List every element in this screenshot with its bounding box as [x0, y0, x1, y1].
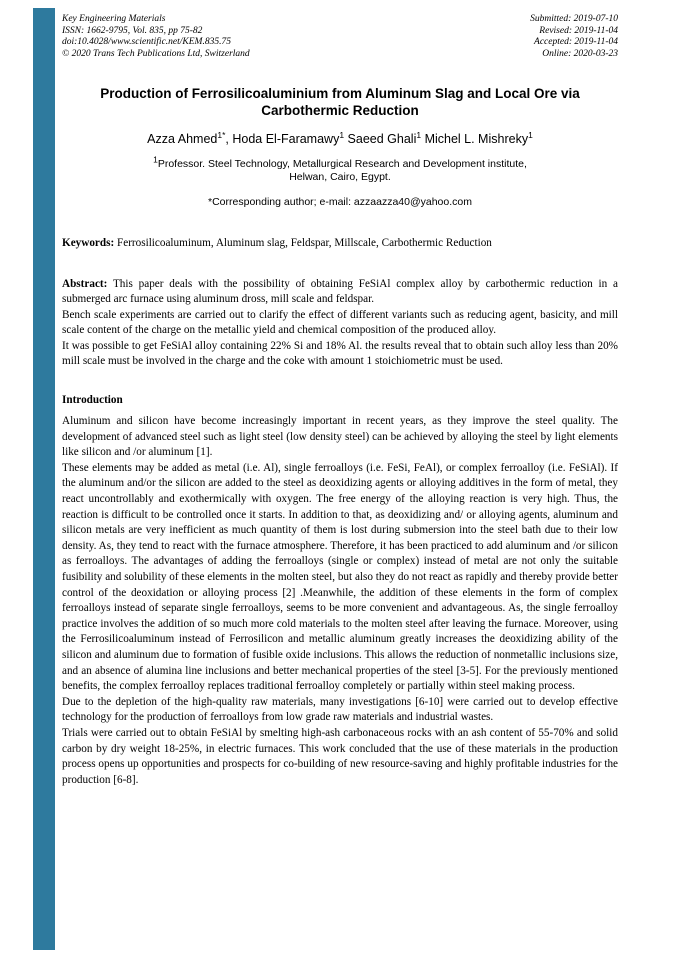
author-name: Azza Ahmed [147, 132, 218, 146]
author-affiliation-mark: 1 [339, 129, 345, 140]
keywords-line [62, 236, 618, 252]
paper-page [62, 14, 618, 788]
introduction-section [62, 393, 618, 788]
affiliation-mark: 1 [153, 154, 158, 165]
submitted-date: Submitted: 2019-07-10 [530, 14, 618, 24]
journal-issn-volume: ISSN: 1662-9795, Vol. 835, pp 75-82 [62, 25, 203, 36]
accepted-date: Accepted: 2019-11-04 [534, 37, 618, 47]
affiliation-line2: Helwan, Cairo, Egypt. [289, 171, 391, 183]
journal-name: Key Engineering Materials [62, 14, 166, 24]
affiliation-line1: Professor. Steel Technology, Metallurgical Research and Development institute, [157, 158, 527, 170]
author-name: , Hoda El-Faramawy [225, 132, 340, 146]
abstract-text: This paper deals with the possibility of obtaining FeSiAl complex alloy by carbothermic reduction in a submerged arc furnace using aluminum dross, mill scale and feldspar. [62, 277, 618, 306]
submission-dates [530, 14, 618, 60]
keywords-text: Ferrosilicoaluminum, Aluminum slag, Feldspar, Millscale, Carbothermic Reduction [117, 237, 492, 249]
intro-paragraph: Trials were carried out to obtain FeSiAl by smelting high-ash carbonaceous rocks with an ash content of 55-70% and solid carbon by dry weight 18-25%, in electric furnaces. This work concluded that the use of these materials in the production process opens up opportunities and prospects for co-building of new resource-saving and highly profitable industries for the production [6-8]. [62, 726, 618, 786]
intro-paragraph: These elements may be added as metal (i.e. Al), single ferroalloys (i.e. FeSi, FeAl), or complex ferroalloy (i.e. FeSiAl). If the aluminum and/or the silicon are added to the steel as deoxidizing agents or alloying additives in the form of metal, they react uncontrollably and exothermically with oxygen. The free energy of the alloying reaction is very high. Thus, the reaction is difficult to be controlled once it starts. In addition to that, as deoxidizing and/ or alloying agents, aluminum and silicon metals are very inefficient as much quantity of them is lost during submersion into the steel bath due to their low density. As, they tend to react with the furnace atmosphere. Therefore, it has been practiced to add aluminum and /or silicon as ferroalloys. The advantages of adding the ferroalloys (single or complex) instead of metal are not only the suitable fusibility and solubility of these elements in the molten steel, but also they do not react as rapidly and thereby provide better control of the deoxidation or alloying process [2] .Meanwhile, the addition of these elements in the form of complex ferroalloys instead of separate single ferroalloys, seems to be more convenient and advantageous. As, the single ferroalloy practice involves the addition of so much more cold materials to the molten steel after leaving the furnace. Moreover, using the Ferrosilicoaluminum instead of Ferrosilicon and metallic aluminum greatly increases the deoxidizing ability of the silicon and aluminum due to formation of fusible oxide inclusions. This allows the reduction of nonmetallic inclusions size, and an absence of alumina line inclusions and better mechanical properties of the steel [3-5]. For the previously mentioned benefits, the complex ferroalloy replaces traditional ferroalloy completely or partially within steel making process. [62, 461, 618, 693]
author-affiliation-mark: 1 [416, 129, 422, 140]
left-edge-accent-bar [33, 8, 55, 950]
introduction-heading: Introduction [62, 394, 123, 407]
author-affiliation-mark: 1* [217, 129, 226, 140]
author-name: Saeed Ghali [344, 132, 417, 146]
journal-doi: doi:10.4028/www.scientific.net/KEM.835.75 [62, 37, 231, 47]
abstract-paragraph: Bench scale experiments are carried out to clarify the effect of different variants such as reducing agent, basicity, and mill scale content of the charge on the metallic yield and chemical composition of the produced alloy. [62, 308, 618, 337]
intro-paragraph: Due to the depletion of the high-quality raw materials, many investigations [6-10] were carried out to develop effective technology for the production of ferroalloys from low grade raw materials and industrial wastes. [62, 695, 618, 724]
abstract-paragraph: It was possible to get FeSiAl alloy containing 22% Si and 18% Al. the results reveal that to obtain such alloy less than 20% mill scale must be involved in the charge and the coke with amount 1 stoichiometric must be used. [62, 339, 618, 368]
authors-line [62, 129, 618, 147]
affiliation [62, 154, 618, 184]
corresponding-author-line: *Corresponding author; e-mail: azzaazza40@yahoo.com [208, 196, 472, 208]
abstract-section [62, 277, 618, 371]
revised-date: Revised: 2019-11-04 [539, 25, 618, 36]
journal-header [62, 14, 618, 60]
online-date: Online: 2020-03-23 [542, 48, 618, 59]
intro-paragraph: Aluminum and silicon have become increasingly important in recent years, as they improve the steel quality. The development of advanced steel such as light steel (low density steel) can be achieved by alloying the steel by light elements like silicon and /or aluminum [1]. [62, 415, 618, 459]
author-name: Michel L. Mishreky [421, 132, 529, 146]
journal-copyright: © 2020 Trans Tech Publications Ltd, Switzerland [62, 48, 250, 59]
abstract-paragraph [62, 277, 618, 308]
keywords-label: Keywords: [62, 237, 115, 249]
abstract-label: Abstract: [62, 277, 108, 290]
author-affiliation-mark: 1 [528, 129, 533, 140]
journal-info [62, 14, 250, 60]
paper-title: Production of Ferrosilicoaluminium from Aluminum Slag and Local Ore via Carbothermic Reduction [100, 86, 580, 118]
